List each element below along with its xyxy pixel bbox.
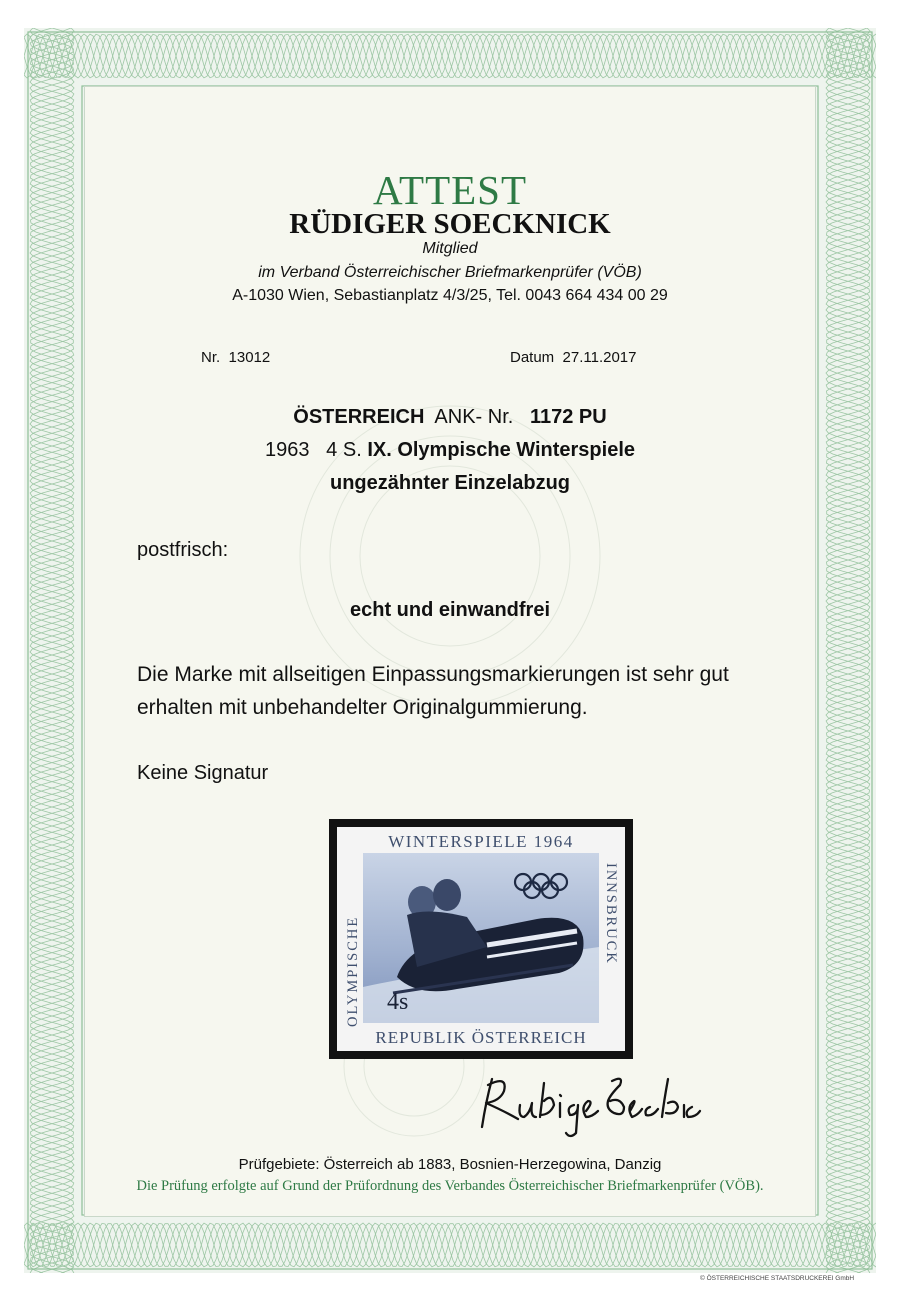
country: ÖSTERREICH <box>293 406 425 428</box>
stamp-left-text: OLYMPISCHE <box>345 915 361 1027</box>
number-value: 13012 <box>228 349 271 366</box>
condition-label: postfrisch: <box>137 539 229 561</box>
expertise-areas: Prüfgebiete: Österreich ab 1883, Bosnien-Herzegowina, Danzig <box>238 1156 662 1173</box>
date-value: 27.11.2017 <box>562 349 637 366</box>
issue-line <box>84 439 816 462</box>
stamp-photo <box>329 819 633 1059</box>
regulation-note: Die Prüfung erfolgte auf Grund der Prüfordnung des Verbandes Österreichischer Briefmarkenprüfer (VÖB). <box>136 1178 764 1194</box>
stamp-value: 4s <box>387 989 409 1015</box>
description-line-1: Die Marke mit allseitigen Einpassungsmarkierungen ist sehr gut <box>137 663 729 686</box>
certificate-sheet <box>24 28 876 1273</box>
signature-note: Keine Signatur <box>137 762 269 784</box>
date-label: Datum <box>510 349 555 366</box>
catalog-number: 1172 PU <box>529 406 607 428</box>
issue-year: 1963 <box>265 439 310 461</box>
stamp-right-text: INNSBRUCK <box>603 863 619 965</box>
certificate-number <box>201 349 270 366</box>
stamp-image <box>337 827 625 1051</box>
examiner-signature <box>474 1071 714 1141</box>
examiner-address: A-1030 Wien, Sebastianplatz 4/3/25, Tel. 0043 664 434 00 29 <box>232 287 668 304</box>
association-name: im Verband Österreichischer Briefmarkenprüfer (VÖB) <box>258 264 642 281</box>
description-line-2: erhalten mit unbehandelter Originalgummierung. <box>137 696 588 719</box>
stamp-artwork <box>337 827 625 1051</box>
catalog-label: ANK- Nr. <box>434 406 514 428</box>
stamp-top-text: WINTERSPIELE 1964 <box>388 832 574 851</box>
issue-title: IX. Olympische Winterspiele <box>367 439 635 461</box>
variety-line <box>84 472 816 495</box>
certificate-body <box>84 86 816 1217</box>
catalog-line <box>84 406 816 429</box>
certificate-heading: ATTEST <box>372 167 528 213</box>
membership-label: Mitglied <box>422 240 478 257</box>
verdict-line <box>84 599 816 622</box>
examiner-name: RÜDIGER SOECKNICK <box>289 208 611 240</box>
certificate-date <box>510 349 637 366</box>
number-label: Nr. <box>201 349 221 366</box>
denomination: 4 S. <box>326 439 362 461</box>
variety: ungezähnter Einzelabzug <box>329 472 571 494</box>
verdict: echt und einwandfrei <box>349 599 551 621</box>
printer-credit: © ÖSTERREICHISCHE STAATSDRUCKEREI GmbH <box>700 1275 855 1282</box>
stamp-bottom-text: REPUBLIK ÖSTERREICH <box>375 1028 587 1047</box>
